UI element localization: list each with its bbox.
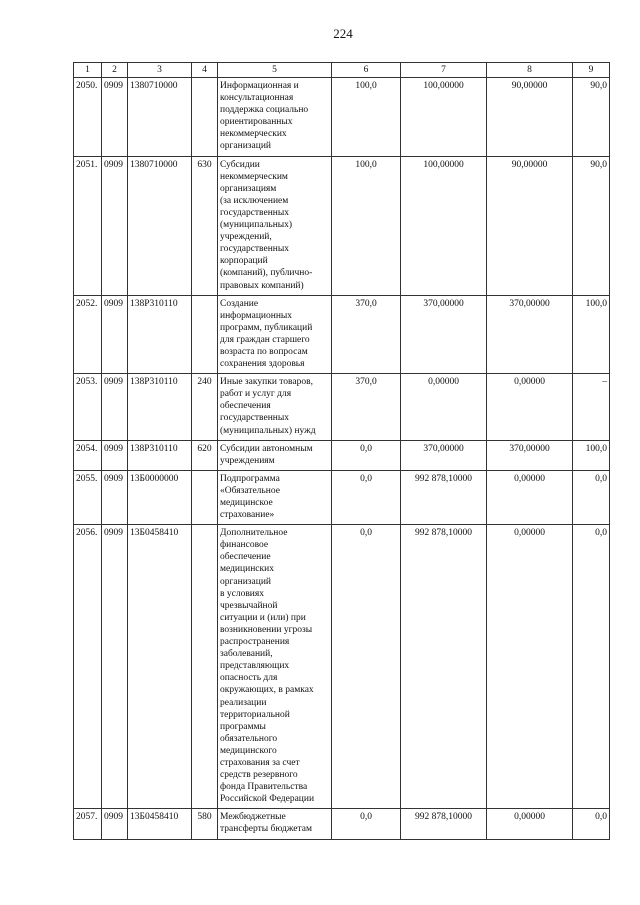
value-col-6: 100,0 bbox=[332, 156, 401, 295]
section-code: 0909 bbox=[102, 809, 128, 839]
row-number: 2052. bbox=[74, 295, 102, 374]
header-cell-3: 3 bbox=[128, 63, 192, 78]
target-article-code: 138P310110 bbox=[128, 295, 192, 374]
row-number: 2054. bbox=[74, 440, 102, 470]
value-col-7: 370,00000 bbox=[401, 440, 487, 470]
value-col-9: 90,0 bbox=[573, 156, 610, 295]
value-col-7: 100,00000 bbox=[401, 156, 487, 295]
expense-type-code bbox=[192, 470, 218, 524]
value-col-8: 370,00000 bbox=[487, 440, 573, 470]
item-name: Подпрограмма «Обязательное медицинское страхование» bbox=[218, 470, 332, 524]
value-col-8: 0,00000 bbox=[487, 809, 573, 839]
row-number: 2055. bbox=[74, 470, 102, 524]
table-row bbox=[74, 809, 610, 839]
expense-type-code: 580 bbox=[192, 809, 218, 839]
section-code: 0909 bbox=[102, 525, 128, 809]
header-cell-2: 2 bbox=[102, 63, 128, 78]
table-row bbox=[74, 440, 610, 470]
header-cell-9: 9 bbox=[573, 63, 610, 78]
value-col-9: 0,0 bbox=[573, 470, 610, 524]
value-col-9: 0,0 bbox=[573, 809, 610, 839]
value-col-9: 100,0 bbox=[573, 440, 610, 470]
table-row bbox=[74, 156, 610, 295]
section-code: 0909 bbox=[102, 78, 128, 157]
row-number: 2051. bbox=[74, 156, 102, 295]
item-name: Субсидии автономным учреждениям bbox=[218, 440, 332, 470]
value-col-6: 0,0 bbox=[332, 470, 401, 524]
value-col-7: 0,00000 bbox=[401, 374, 487, 440]
row-number: 2053. bbox=[74, 374, 102, 440]
expense-type-code bbox=[192, 78, 218, 157]
value-col-8: 370,00000 bbox=[487, 295, 573, 374]
section-code: 0909 bbox=[102, 470, 128, 524]
expense-type-code: 240 bbox=[192, 374, 218, 440]
page-number: 224 bbox=[333, 26, 353, 41]
expense-type-code bbox=[192, 525, 218, 809]
value-col-7: 100,00000 bbox=[401, 78, 487, 157]
expense-type-code: 630 bbox=[192, 156, 218, 295]
table-row bbox=[74, 470, 610, 524]
row-number: 2050. bbox=[74, 78, 102, 157]
value-col-7: 370,00000 bbox=[401, 295, 487, 374]
value-col-8: 90,00000 bbox=[487, 156, 573, 295]
table-row bbox=[74, 78, 610, 157]
value-col-6: 370,0 bbox=[332, 295, 401, 374]
target-article-code: 1380710000 bbox=[128, 78, 192, 157]
target-article-code: 138P310110 bbox=[128, 440, 192, 470]
section-code: 0909 bbox=[102, 156, 128, 295]
value-col-7: 992 878,10000 bbox=[401, 525, 487, 809]
expense-type-code bbox=[192, 295, 218, 374]
item-name: Иные закупки товаров, работ и услуг для обеспечения государственных (муниципальных) нужд bbox=[218, 374, 332, 440]
item-name: Межбюджетные трансферты бюджетам bbox=[218, 809, 332, 839]
target-article-code: 1380710000 bbox=[128, 156, 192, 295]
target-article-code: 13Б0458410 bbox=[128, 525, 192, 809]
table-row bbox=[74, 374, 610, 440]
value-col-6: 370,0 bbox=[332, 374, 401, 440]
section-code: 0909 bbox=[102, 374, 128, 440]
value-col-6: 0,0 bbox=[332, 525, 401, 809]
header-cell-4: 4 bbox=[192, 63, 218, 78]
value-col-8: 0,00000 bbox=[487, 525, 573, 809]
row-number: 2056. bbox=[74, 525, 102, 809]
value-col-7: 992 878,10000 bbox=[401, 470, 487, 524]
table-row bbox=[74, 525, 610, 809]
value-col-9: 100,0 bbox=[573, 295, 610, 374]
target-article-code: 13Б0458410 bbox=[128, 809, 192, 839]
value-col-6: 0,0 bbox=[332, 440, 401, 470]
row-number: 2057. bbox=[74, 809, 102, 839]
value-col-9: 90,0 bbox=[573, 78, 610, 157]
value-col-9: 0,0 bbox=[573, 525, 610, 809]
section-code: 0909 bbox=[102, 295, 128, 374]
header-cell-5: 5 bbox=[218, 63, 332, 78]
value-col-7: 992 878,10000 bbox=[401, 809, 487, 839]
item-name: Информационная и консультационная поддержка социально ориентированных некоммерческих организаций bbox=[218, 78, 332, 157]
table-row bbox=[74, 295, 610, 374]
budget-table bbox=[73, 62, 610, 840]
expense-type-code: 620 bbox=[192, 440, 218, 470]
value-col-6: 100,0 bbox=[332, 78, 401, 157]
value-col-6: 0,0 bbox=[332, 809, 401, 839]
target-article-code: 13Б0000000 bbox=[128, 470, 192, 524]
header-cell-1: 1 bbox=[74, 63, 102, 78]
item-name: Создание информационных программ, публикаций для граждан старшего возраста по вопросам сохранения здоровья bbox=[218, 295, 332, 374]
target-article-code: 138P310110 bbox=[128, 374, 192, 440]
item-name: Субсидии некоммерческим организациям (за исключением государственных (муниципальных) учреждений, государственных корпораций (компаний), публично- правовых компаний) bbox=[218, 156, 332, 295]
item-name: Дополнительное финансовое обеспечение медицинских организаций в условиях чрезвычайной ситуации и (или) при возникновении угрозы распространения заболеваний, представляющих опасность для окружающих, в рамках реализации территориальной программы обязательного медицинского страхования за счет средств резервного фонда Правительства Российской Федерации bbox=[218, 525, 332, 809]
value-col-8: 0,00000 bbox=[487, 374, 573, 440]
table-header-row bbox=[74, 63, 610, 78]
value-col-8: 90,00000 bbox=[487, 78, 573, 157]
value-col-8: 0,00000 bbox=[487, 470, 573, 524]
header-cell-7: 7 bbox=[401, 63, 487, 78]
header-cell-6: 6 bbox=[332, 63, 401, 78]
header-cell-8: 8 bbox=[487, 63, 573, 78]
section-code: 0909 bbox=[102, 440, 128, 470]
value-col-9: – bbox=[573, 374, 610, 440]
